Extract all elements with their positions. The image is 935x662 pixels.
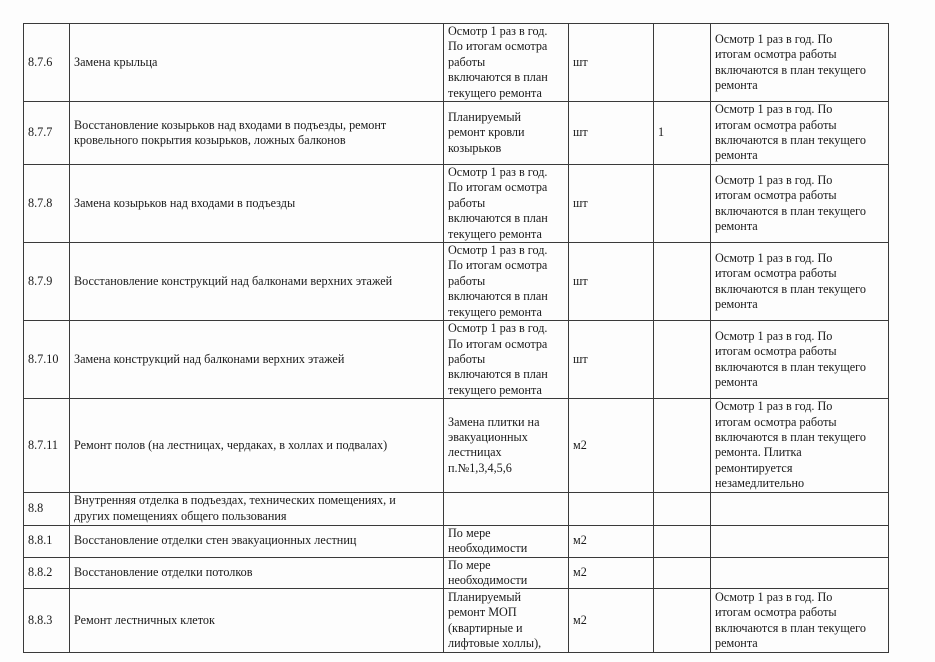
works-table — [23, 23, 889, 653]
table-row — [24, 321, 889, 399]
table-row — [24, 165, 889, 243]
row-number: 8.8.1 — [24, 525, 70, 557]
work-period: Осмотр 1 раз в год. По итогам осмотра работы включаются в план текущего ремонта — [444, 165, 569, 243]
unit: шт — [569, 102, 654, 165]
work-period: Планируемый ремонт МОП (квартирные и лифтовые холлы), — [444, 589, 569, 653]
row-number: 8.7.6 — [24, 24, 70, 102]
row-number: 8.7.7 — [24, 102, 70, 165]
unit: шт — [569, 321, 654, 399]
note: Осмотр 1 раз в год. По итогам осмотра работы включаются в план текущего ремонта — [711, 243, 889, 321]
work-name: Восстановление козырьков над входами в подъезды, ремонт кровельного покрытия козырьков, ложных балконов — [70, 102, 444, 165]
quantity — [654, 243, 711, 321]
quantity — [654, 165, 711, 243]
table-row — [24, 399, 889, 492]
work-name: Восстановление отделки потолков — [70, 557, 444, 589]
quantity — [654, 589, 711, 653]
row-number: 8.8.3 — [24, 589, 70, 653]
row-number: 8.8 — [24, 492, 70, 525]
row-number: 8.7.10 — [24, 321, 70, 399]
quantity — [654, 525, 711, 557]
row-number: 8.7.9 — [24, 243, 70, 321]
work-name: Замена конструкций над балконами верхних этажей — [70, 321, 444, 399]
work-name: Замена козырьков над входами в подъезды — [70, 165, 444, 243]
work-period — [444, 492, 569, 525]
work-period: Осмотр 1 раз в год. По итогам осмотра работы включаются в план текущего ремонта — [444, 243, 569, 321]
row-number: 8.7.8 — [24, 165, 70, 243]
quantity — [654, 399, 711, 492]
note: Осмотр 1 раз в год. По итогам осмотра работы включаются в план текущего ремонта — [711, 321, 889, 399]
row-number: 8.8.2 — [24, 557, 70, 589]
unit: шт — [569, 24, 654, 102]
note — [711, 492, 889, 525]
work-name: Внутренняя отделка в подъездах, технических помещениях, и других помещениях общего пользования — [70, 492, 444, 525]
work-period: Осмотр 1 раз в год. По итогам осмотра работы включаются в план текущего ремонта — [444, 321, 569, 399]
unit: шт — [569, 165, 654, 243]
quantity: 1 — [654, 102, 711, 165]
quantity — [654, 492, 711, 525]
note: Осмотр 1 раз в год. По итогам осмотра работы включаются в план текущего ремонта — [711, 24, 889, 102]
work-period: По мере необходимости — [444, 525, 569, 557]
unit: м2 — [569, 589, 654, 653]
work-name: Ремонт полов (на лестницах, чердаках, в холлах и подвалах) — [70, 399, 444, 492]
quantity — [654, 24, 711, 102]
table-row — [24, 557, 889, 589]
table-row — [24, 102, 889, 165]
work-name: Восстановление отделки стен эвакуационных лестниц — [70, 525, 444, 557]
work-period: Замена плитки на эвакуационных лестницах п.№1,3,4,5,6 — [444, 399, 569, 492]
unit: м2 — [569, 525, 654, 557]
table-row — [24, 525, 889, 557]
note — [711, 525, 889, 557]
table-row — [24, 492, 889, 525]
quantity — [654, 557, 711, 589]
table-row — [24, 589, 889, 653]
work-period: Осмотр 1 раз в год. По итогам осмотра работы включаются в план текущего ремонта — [444, 24, 569, 102]
note: Осмотр 1 раз в год. По итогам осмотра работы включаются в план текущего ремонта — [711, 589, 889, 653]
unit — [569, 492, 654, 525]
work-name: Восстановление конструкций над балконами верхних этажей — [70, 243, 444, 321]
quantity — [654, 321, 711, 399]
work-period: По мере необходимости — [444, 557, 569, 589]
note: Осмотр 1 раз в год. По итогам осмотра работы включаются в план текущего ремонта — [711, 102, 889, 165]
unit: шт — [569, 243, 654, 321]
unit: м2 — [569, 557, 654, 589]
work-name: Замена крыльца — [70, 24, 444, 102]
note: Осмотр 1 раз в год. По итогам осмотра работы включаются в план текущего ремонта — [711, 165, 889, 243]
work-period: Планируемый ремонт кровли козырьков — [444, 102, 569, 165]
note: Осмотр 1 раз в год. По итогам осмотра работы включаются в план текущего ремонта. Плитка ремонтируется незамедлительно — [711, 399, 889, 492]
work-name: Ремонт лестничных клеток — [70, 589, 444, 653]
table-row — [24, 24, 889, 102]
note — [711, 557, 889, 589]
row-number: 8.7.11 — [24, 399, 70, 492]
unit: м2 — [569, 399, 654, 492]
table-row — [24, 243, 889, 321]
